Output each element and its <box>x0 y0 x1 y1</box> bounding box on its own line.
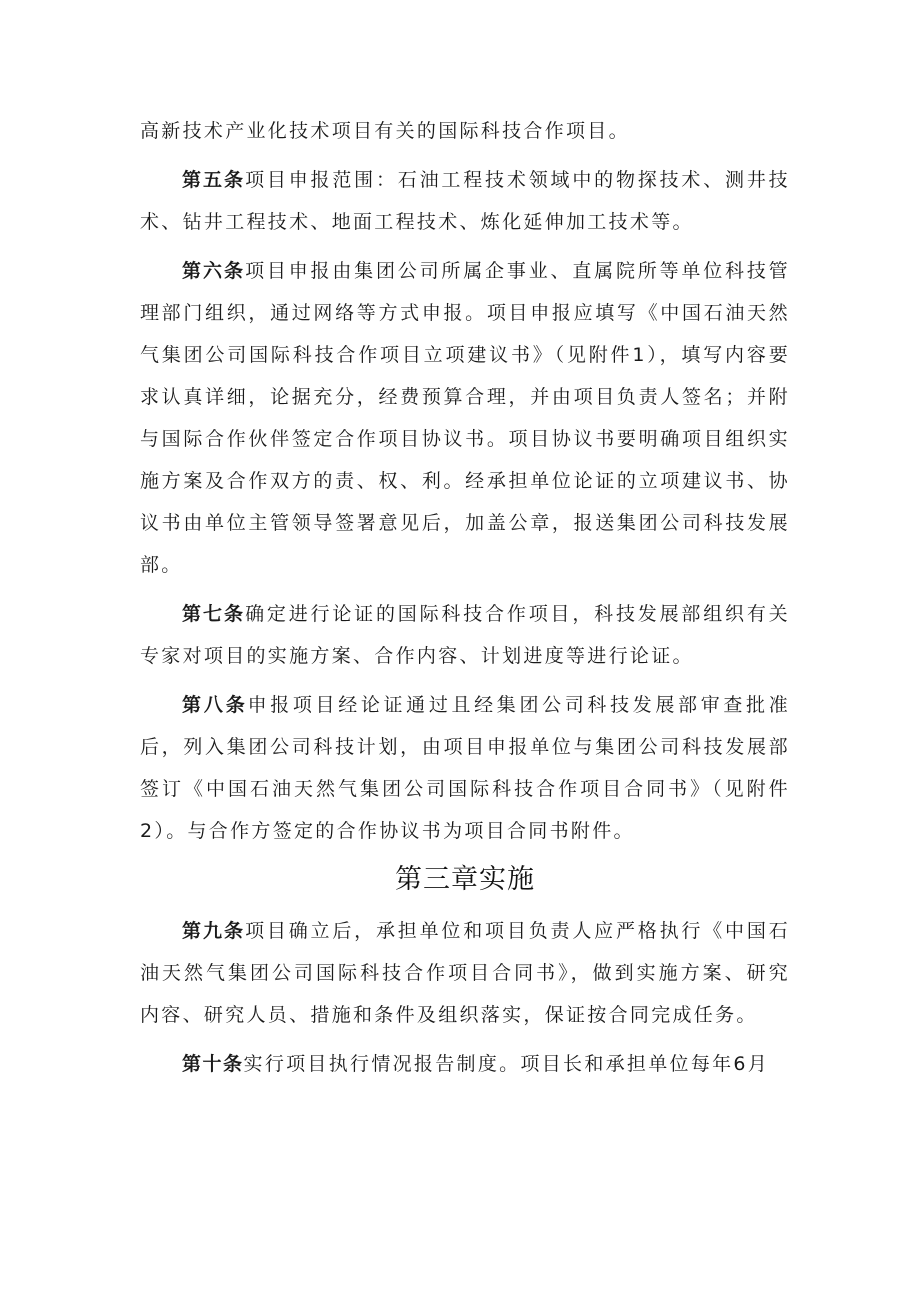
article-7 <box>140 593 790 677</box>
article-label: 第十条 <box>182 1053 244 1075</box>
document-body <box>140 110 790 1092</box>
article-text: 确定进行论证的国际科技合作项目，科技发展部组织有关专家对项目的实施方案、合作内容、计划进度等进行论证。 <box>140 603 790 667</box>
article-label: 第七条 <box>182 603 246 625</box>
article-text: 项目确立后，承担单位和项目负责人应严格执行《中国石油天然气集团公司国际科技合作项目合同书》，做到实施方案、研究内容、研究人员、措施和条件及组织落实，保证按合同完成任务。 <box>140 920 790 1026</box>
article-9 <box>140 910 790 1036</box>
chapter-title: 第三章实施 <box>395 864 535 895</box>
article-label: 第六条 <box>182 260 246 282</box>
article-8 <box>140 684 790 852</box>
article-text: 申报项目经论证通过且经集团公司科技发展部审查批准后，列入集团公司科技计划，由项目申报单位与集团公司科技发展部签订《中国石油天然气集团公司国际科技合作项目合同书》（见附件2）。与合作方签定的合作协议书为项目合同书附件。 <box>140 694 790 842</box>
article-text: 项目申报由集团公司所属企事业、直属院所等单位科技管理部门组织，通过网络等方式申报。项目申报应填写《中国石油天然气集团公司国际科技合作项目立项建议书》（见附件1），填写内容要求认真详细，论据充分，经费预算合理，并由项目负责人签名；并附与国际合作伙伴签定合作项目协议书。项目协议书要明确项目组织实施方案及合作双方的责、权、利。经承担单位论证的立项建议书、协议书由单位主管领导签署意见后，加盖公章，报送集团公司科技发展部。 <box>140 260 790 576</box>
article-5 <box>140 159 790 243</box>
article-10 <box>140 1043 790 1085</box>
article-text: 实行项目执行情况报告制度。项目长和承担单位每年6月 <box>243 1053 770 1075</box>
article-6 <box>140 250 790 586</box>
article-label: 第八条 <box>182 694 248 716</box>
article-text: 项目申报范围：石油工程技术领域中的物探技术、测井技术、钻井工程技术、地面工程技术、炼化延伸加工技术等。 <box>140 169 790 233</box>
article-label: 第五条 <box>182 169 246 191</box>
intro-paragraph: 高新技术产业化技术项目有关的国际科技合作项目。 <box>140 120 630 142</box>
article-label: 第九条 <box>182 920 246 942</box>
